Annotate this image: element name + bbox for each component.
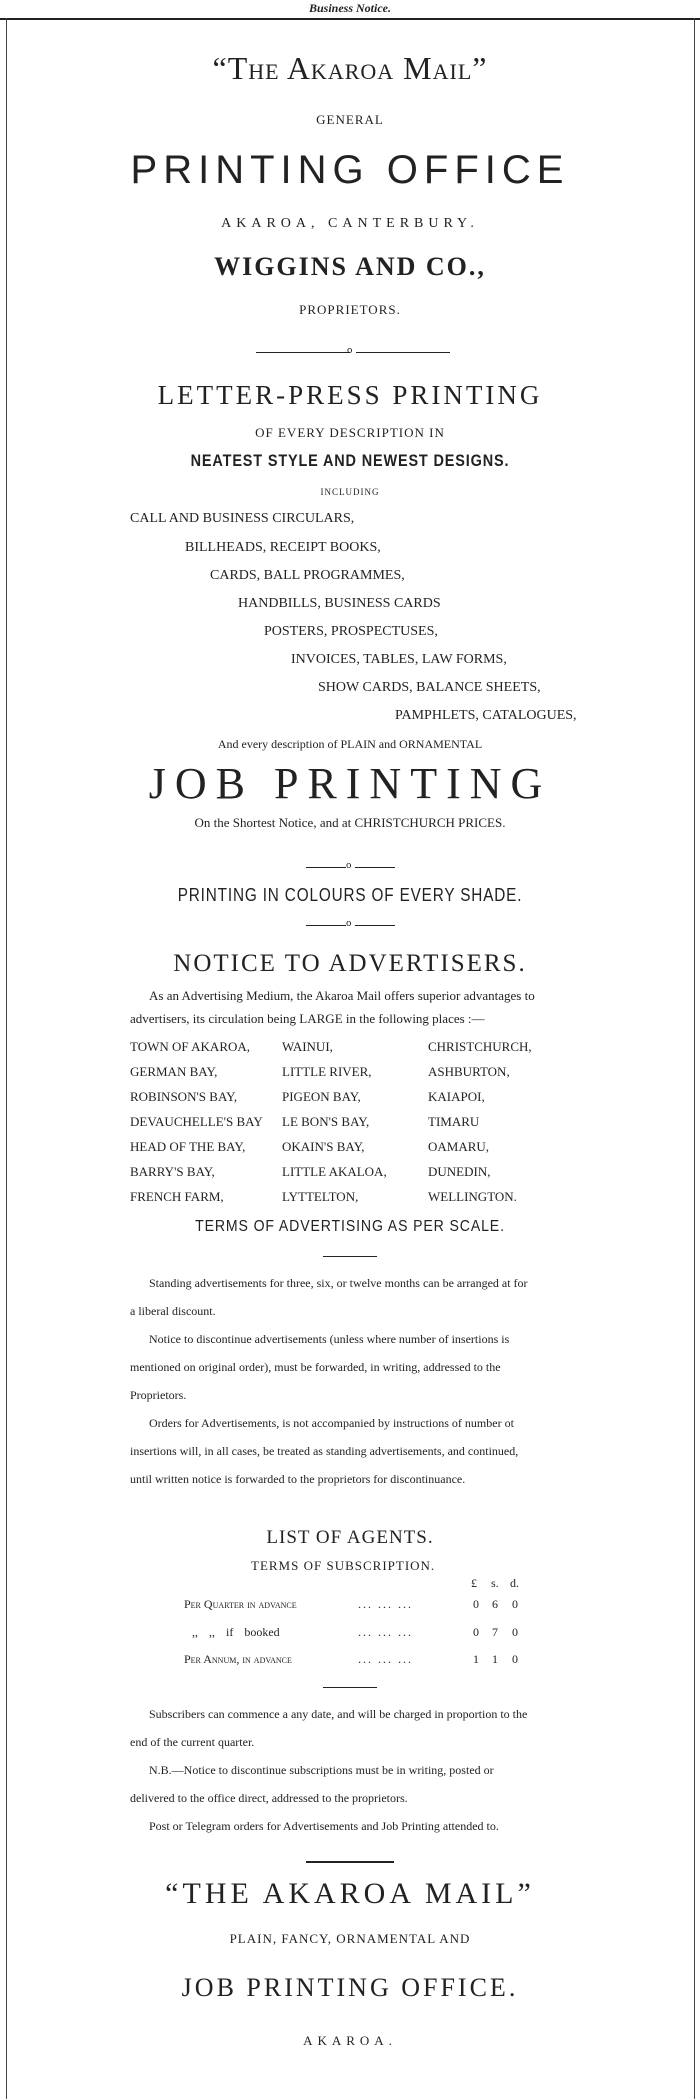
letterpress-subtitle: OF EVERY DESCRIPTION IN xyxy=(255,425,445,440)
subscribers-text-line: Subscribers can commence a any date, and will be charged in proportion to the xyxy=(149,1707,528,1721)
list-item: CARDS, BALL PROGRAMMES, xyxy=(210,568,405,583)
advertisers-title: NOTICE TO ADVERTISERS. xyxy=(173,950,527,977)
standing-text-line: mentioned on original order), must be forwarded, in writing, addressed to the xyxy=(130,1360,501,1374)
rate-shillings: 1 xyxy=(492,1652,498,1666)
ornament-dot: o xyxy=(346,861,352,871)
currency-pound-header: £ xyxy=(471,1576,477,1590)
place-name: HEAD OF THE BAY, xyxy=(130,1139,246,1154)
header-rule xyxy=(0,18,700,20)
place-name: DEVAUCHELLE'S BAY xyxy=(130,1114,263,1129)
rate-pence: 0 xyxy=(512,1625,518,1639)
rate-label: ,, ,, if booked xyxy=(192,1625,280,1639)
list-item: BILLHEADS, RECEIPT BOOKS, xyxy=(185,540,381,555)
place-name: DUNEDIN, xyxy=(428,1164,491,1179)
rate-pounds: 1 xyxy=(473,1652,479,1666)
ornament-rule xyxy=(355,867,395,868)
advertisers-intro-line: As an Advertising Medium, the Akaroa Mail offers superior advantages to xyxy=(149,988,535,1003)
place-name: BARRY'S BAY, xyxy=(130,1164,215,1179)
place-name: ROBINSON'S BAY, xyxy=(130,1089,238,1104)
footer-paper-name: “THE AKAROA MAIL” xyxy=(165,1877,535,1910)
job-printing-title: JOB PRINTING xyxy=(148,759,552,808)
every-description: And every description of PLAIN and ORNAMENTAL xyxy=(217,737,483,751)
place-name: OAMARU, xyxy=(428,1139,490,1154)
subscribers-text-line: Post or Telegram orders for Advertisements and Job Printing attended to. xyxy=(149,1819,499,1833)
rate-leader: ... ... ... xyxy=(358,1652,413,1666)
place-name: LITTLE AKALOA, xyxy=(282,1164,387,1179)
footer-kinds: PLAIN, FANCY, ORNAMENTAL AND xyxy=(229,1931,471,1946)
paper-name: “The Akaroa Mail” xyxy=(212,50,488,86)
left-column-rule xyxy=(6,18,7,2099)
letterpress-slogan: NEATEST STYLE AND NEWEST DESIGNS. xyxy=(190,451,510,470)
list-item: INVOICES, TABLES, LAW FORMS, xyxy=(291,652,507,667)
subscribers-text-line: delivered to the office direct, addressed to the proprietors. xyxy=(130,1791,408,1805)
list-item: PAMPHLETS, CATALOGUES, xyxy=(395,708,577,723)
place-name: CHRISTCHURCH, xyxy=(428,1039,532,1054)
ornament-rule xyxy=(306,867,346,868)
list-item: CALL AND BUSINESS CIRCULARS, xyxy=(130,511,355,526)
ornament-dot: o xyxy=(346,919,352,929)
place-name: GERMAN BAY, xyxy=(130,1064,218,1079)
currency-shilling-header: s. xyxy=(491,1576,499,1590)
rate-pence: 0 xyxy=(512,1652,518,1666)
place-name: TIMARU xyxy=(428,1114,480,1129)
rate-leader: ... ... ... xyxy=(358,1597,413,1611)
place-name: WAINUI, xyxy=(282,1039,333,1054)
advertisers-intro-line: advertisers, its circulation being LARGE in the following places :— xyxy=(130,1011,485,1026)
firm-name: WIGGINS AND CO., xyxy=(214,252,486,281)
standing-text-line: Proprietors. xyxy=(130,1388,187,1402)
section-rule xyxy=(306,1861,394,1863)
subscription-terms-title: TERMS OF SUBSCRIPTION. xyxy=(251,1558,436,1573)
ornament-rule xyxy=(355,925,395,926)
place-name: KAIAPOI, xyxy=(428,1089,485,1104)
place-name: LITTLE RIVER, xyxy=(282,1064,372,1079)
footer-office: JOB PRINTING OFFICE. xyxy=(181,1973,519,2002)
including-label: INCLUDING xyxy=(320,487,380,497)
standing-text-line: until written notice is forwarded to the proprietors for discontinuance. xyxy=(130,1472,466,1486)
rate-pounds: 0 xyxy=(473,1625,479,1639)
general-label: GENERAL xyxy=(316,112,384,127)
section-rule xyxy=(323,1256,377,1257)
job-printing-notice: On the Shortest Notice, and at CHRISTCHURCH PRICES. xyxy=(194,815,506,830)
rate-shillings: 6 xyxy=(492,1597,498,1611)
ornament-dot: o xyxy=(347,346,353,356)
rate-label: Per Quarter in advance xyxy=(184,1597,297,1611)
office-title: PRINTING OFFICE xyxy=(130,148,570,192)
standing-text-line: Notice to discontinue advertisements (unless where number of insertions is xyxy=(149,1332,510,1346)
standing-text-line: Standing advertisements for three, six, or twelve months can be arranged at for xyxy=(149,1276,528,1290)
footer-town: AKAROA. xyxy=(303,2033,397,2048)
colours-line: PRINTING IN COLOURS OF EVERY SHADE. xyxy=(177,885,523,905)
letterpress-title: LETTER-PRESS PRINTING xyxy=(157,380,543,410)
section-rule xyxy=(323,1687,377,1688)
place-name: TOWN OF AKAROA, xyxy=(130,1039,251,1054)
standing-text-line: insertions will, in all cases, be treated as standing advertisements, and continued, xyxy=(130,1444,519,1458)
place-name: OKAIN'S BAY, xyxy=(282,1139,365,1154)
list-item: POSTERS, PROSPECTUSES, xyxy=(264,624,438,639)
place-name: ASHBURTON, xyxy=(428,1064,510,1079)
advertising-terms: TERMS OF ADVERTISING AS PER SCALE. xyxy=(195,1218,505,1235)
ornament-rule xyxy=(256,352,350,353)
place-name: LE BON'S BAY, xyxy=(282,1114,370,1129)
ornament-rule xyxy=(306,925,346,926)
rate-pounds: 0 xyxy=(473,1597,479,1611)
place-name: PIGEON BAY, xyxy=(282,1089,361,1104)
rate-label: Per Annum, in advance xyxy=(184,1652,292,1666)
place-name: LYTTELTON, xyxy=(282,1189,359,1204)
rate-pence: 0 xyxy=(512,1597,518,1611)
standing-text-line: Orders for Advertisements, is not accompanied by instructions of number ot xyxy=(149,1416,514,1430)
subscribers-text-line: end of the current quarter. xyxy=(130,1735,255,1749)
list-item: HANDBILLS, BUSINESS CARDS xyxy=(238,596,441,611)
place-name: FRENCH FARM, xyxy=(130,1189,224,1204)
section-header: Business Notice. xyxy=(308,1,391,15)
list-item: SHOW CARDS, BALANCE SHEETS, xyxy=(318,680,541,695)
place-name: WELLINGTON. xyxy=(428,1189,517,1204)
standing-text-line: a liberal discount. xyxy=(130,1304,216,1318)
ornament-rule xyxy=(356,352,450,353)
agents-title: LIST OF AGENTS. xyxy=(266,1527,434,1548)
location: AKAROA, CANTERBURY. xyxy=(221,216,479,231)
subscribers-text-line: N.B.—Notice to discontinue subscriptions must be in writing, posted or xyxy=(149,1763,494,1777)
right-column-rule xyxy=(694,18,695,2099)
currency-pence-header: d. xyxy=(510,1576,519,1590)
proprietors-label: PROPRIETORS. xyxy=(299,302,401,317)
rate-shillings: 7 xyxy=(492,1625,498,1639)
rate-leader: ... ... ... xyxy=(358,1625,413,1639)
